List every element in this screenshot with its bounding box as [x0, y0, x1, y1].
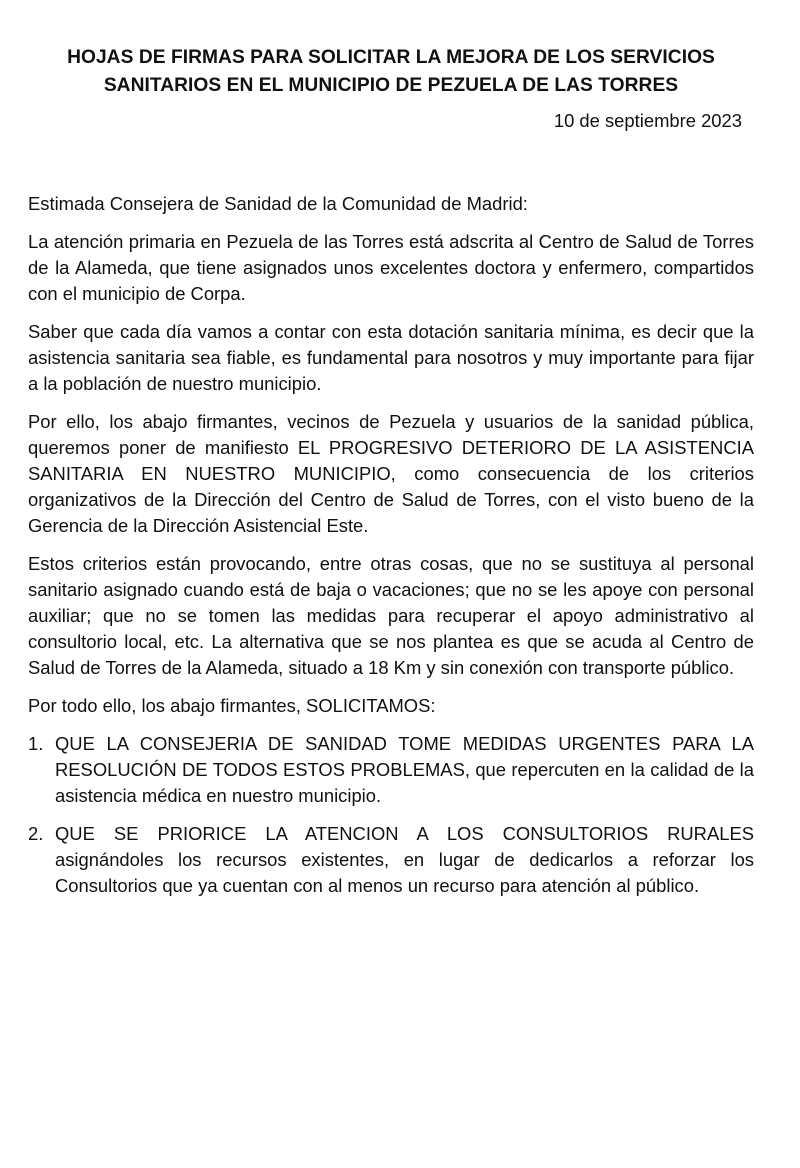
- list-item: [28, 731, 754, 809]
- paragraph-criteria-effects: Estos criterios están provocando, entre otras cosas, que no se sustituya al personal sanitario asignado cuando está de baja o vacaciones; que no se les apoye con personal auxiliar; que no se tomen las medidas para recuperar el apoyo administrativo al consultorio local, etc. La alternativa que se nos plantea es que se acuda al Centro de Salud de Torres de la Alameda, situado a 18 Km y sin conexión con transporte público.: [28, 553, 754, 678]
- paragraph-deterioration: Por ello, los abajo firmantes, vecinos de Pezuela y usuarios de la sanidad pública, queremos poner de manifiesto EL PROGRESIVO DETERIORO DE LA ASISTENCIA SANITARIA EN NUESTRO MUNICIPIO, como consecuencia de los criterios organizativos de la Dirección del Centro de Salud de Torres, con el visto bueno de la Gerencia de la Dirección Asistencial Este.: [28, 411, 754, 536]
- document-title: [28, 44, 754, 100]
- document-date: 10 de septiembre 2023: [553, 110, 742, 131]
- title-line-1: HOJAS DE FIRMAS PARA SOLICITAR LA MEJORA DE LOS SERVICIOS: [67, 47, 715, 68]
- list-item-number: 1.: [28, 733, 44, 754]
- paragraph-request-intro: Por todo ello, los abajo firmantes, SOLICITAMOS:: [28, 695, 436, 716]
- paragraph-primary-care: La atención primaria en Pezuela de las Torres está adscrita al Centro de Salud de Torres de la Alameda, que tiene asignados unos excelentes doctora y enfermero, compartidos con el municipio de Corpa.: [28, 231, 754, 304]
- list-item-number: 2.: [28, 823, 44, 844]
- salutation: Estimada Consejera de Sanidad de la Comunidad de Madrid:: [28, 193, 528, 214]
- title-line-2: SANITARIOS EN EL MUNICIPIO DE PEZUELA DE LAS TORRES: [103, 75, 679, 96]
- paragraph-minimum-staffing: Saber que cada día vamos a contar con esta dotación sanitaria mínima, es decir que la asistencia sanitaria sea fiable, es fundamental para nosotros y muy importante para fijar a la población de nuestro municipio.: [28, 321, 754, 394]
- requests-list: [28, 731, 754, 899]
- list-item-text: QUE SE PRIORICE LA ATENCION A LOS CONSULTORIOS RURALES asignándoles los recursos existentes, en lugar de dedicarlos a reforzar los Consultorios que ya cuentan con al menos un recurso para atención al público.: [55, 823, 754, 896]
- list-item: [28, 821, 754, 899]
- list-item-text: QUE LA CONSEJERIA DE SANIDAD TOME MEDIDAS URGENTES PARA LA RESOLUCIÓN DE TODOS ESTOS PROBLEMAS, que repercuten en la calidad de la asistencia médica en nuestro municipio.: [55, 733, 754, 806]
